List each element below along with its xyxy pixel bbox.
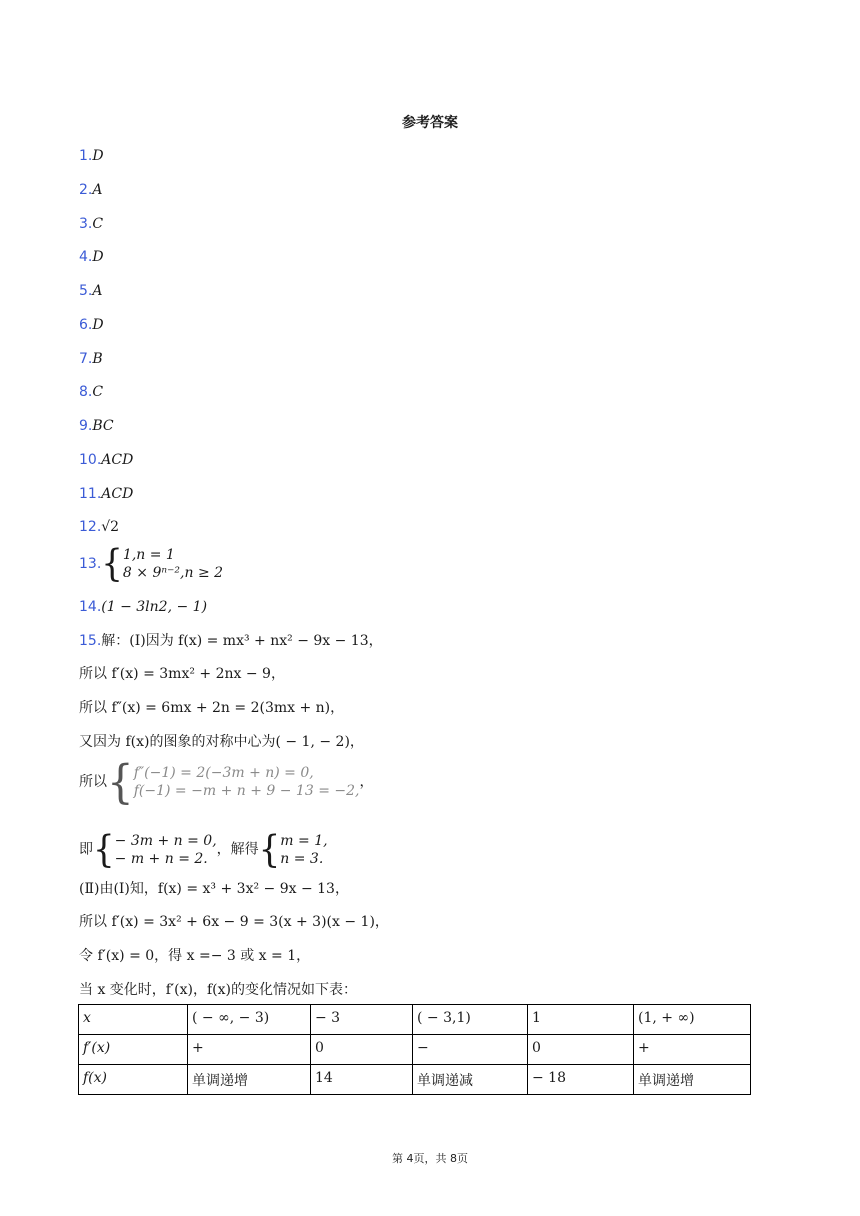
table-cell: 14 bbox=[311, 1065, 413, 1095]
answer-number: 10. bbox=[79, 452, 102, 468]
case-line: 8 × 9ⁿ⁻²,n ≥ 2 bbox=[122, 565, 224, 581]
system-cases bbox=[134, 764, 360, 800]
solution-line: 所以 f″(x) = 6mx + 2n = 2(3mx + n)， bbox=[79, 700, 345, 716]
table-row bbox=[79, 1005, 751, 1035]
answer-item bbox=[79, 450, 133, 470]
answer-text: (1 − 3ln2, − 1) bbox=[101, 599, 208, 615]
case-line: − m + n = 2. bbox=[114, 851, 208, 867]
answer-number: 8. bbox=[79, 384, 93, 400]
solution-line: 所以 f′(x) = 3x² + 6x − 9 = 3(x + 3)(x − 1)， bbox=[79, 914, 389, 930]
answer-number: 12. bbox=[79, 519, 102, 535]
answer-number: 3. bbox=[79, 216, 93, 232]
brace-symbol: { bbox=[258, 828, 281, 872]
answer-number: 4. bbox=[79, 249, 93, 265]
case-line: n = 3. bbox=[280, 851, 324, 867]
answer-text: A bbox=[92, 182, 103, 198]
answer-number: 9. bbox=[79, 418, 93, 434]
answer-item-14 bbox=[79, 597, 207, 617]
page-title: 参考答案 bbox=[402, 115, 458, 131]
brace-symbol: { bbox=[107, 754, 134, 809]
table-cell: 0 bbox=[528, 1035, 634, 1065]
answer-text: ACD bbox=[101, 486, 134, 502]
solution-system-2 bbox=[79, 828, 328, 872]
answer-number: 5. bbox=[79, 283, 93, 299]
case-line: f(−1) = −m + n + 9 − 13 = −2, bbox=[133, 783, 360, 799]
solution-line: (Ⅱ)由(Ⅰ)知，f(x) = x³ + 3x² − 9x − 13， bbox=[79, 881, 349, 897]
solution-line bbox=[79, 631, 383, 651]
answer-text: C bbox=[92, 384, 104, 400]
answer-item bbox=[79, 484, 133, 504]
answer-item bbox=[79, 382, 103, 402]
brace-symbol: { bbox=[101, 542, 123, 586]
answer-item bbox=[79, 281, 102, 301]
answer-number: 14. bbox=[79, 599, 102, 615]
answer-number: 11. bbox=[79, 486, 102, 502]
solution-line: 又因为 f(x)的图象的对称中心为( − 1, − 2)， bbox=[79, 734, 364, 750]
system-cases bbox=[115, 832, 217, 868]
solution-text: 所以 bbox=[79, 774, 107, 790]
table-cell: f(x) bbox=[79, 1065, 188, 1095]
answer-number: 15. bbox=[79, 633, 102, 649]
answer-text: D bbox=[92, 148, 104, 164]
table-cell: ( − 3,1) bbox=[413, 1005, 528, 1035]
answer-item bbox=[79, 180, 102, 200]
answer-item bbox=[79, 247, 104, 267]
answer-number: 13. bbox=[79, 556, 102, 572]
piecewise-cases bbox=[123, 546, 223, 582]
solution-line: 令 f′(x) = 0，得 x =− 3 或 x = 1， bbox=[79, 948, 311, 964]
case-line: − 3m + n = 0, bbox=[114, 833, 217, 849]
table-cell: 单调递减 bbox=[413, 1065, 528, 1095]
table-cell: + bbox=[634, 1035, 751, 1065]
table-cell: − 18 bbox=[528, 1065, 634, 1095]
brace-symbol: { bbox=[93, 828, 115, 872]
answer-item bbox=[79, 349, 103, 369]
answer-text: D bbox=[92, 317, 104, 333]
answer-item bbox=[79, 416, 114, 436]
system-cases bbox=[280, 832, 327, 868]
answer-number: 2. bbox=[79, 182, 93, 198]
answer-item bbox=[79, 315, 104, 335]
solution-text: 即 bbox=[79, 841, 93, 858]
table-cell: 0 bbox=[311, 1035, 413, 1065]
table-cell: 1 bbox=[528, 1005, 634, 1035]
table-cell: − bbox=[413, 1035, 528, 1065]
table-cell: + bbox=[188, 1035, 311, 1065]
case-line: m = 1, bbox=[280, 833, 328, 849]
answer-item bbox=[79, 146, 104, 166]
page-footer: 第 4页，共 8页 bbox=[392, 1152, 468, 1165]
answer-item bbox=[79, 517, 119, 537]
answer-number: 1. bbox=[79, 148, 93, 164]
answer-text: D bbox=[92, 249, 104, 265]
solution-text: 解：(Ⅰ)因为 f(x) = mx³ + nx² − 9x − 13， bbox=[101, 633, 383, 649]
answer-text: C bbox=[92, 216, 104, 232]
table-row bbox=[79, 1065, 751, 1095]
answer-item bbox=[79, 214, 103, 234]
case-line: 1,n = 1 bbox=[122, 547, 175, 563]
solution-line: 所以 f′(x) = 3mx² + 2nx − 9， bbox=[79, 666, 285, 682]
solution-line: 当 x 变化时，f′(x)，f(x)的变化情况如下表： bbox=[79, 982, 357, 998]
answer-text: A bbox=[92, 283, 103, 299]
answer-text: ACD bbox=[101, 452, 134, 468]
table-cell: 单调递增 bbox=[634, 1065, 751, 1095]
answer-number: 6. bbox=[79, 317, 93, 333]
answer-text: B bbox=[92, 351, 103, 367]
table-cell: x bbox=[79, 1005, 188, 1035]
variation-table bbox=[78, 1004, 751, 1095]
answer-text: BC bbox=[92, 418, 114, 434]
table-cell: − 3 bbox=[311, 1005, 413, 1035]
solution-text: ，解得 bbox=[216, 841, 259, 858]
table-cell: 单调递增 bbox=[188, 1065, 311, 1095]
table-cell: ( − ∞, − 3) bbox=[188, 1005, 311, 1035]
table-cell: (1, + ∞) bbox=[634, 1005, 751, 1035]
table-row bbox=[79, 1035, 751, 1065]
answer-text: √2 bbox=[101, 519, 120, 535]
solution-text: ， bbox=[359, 774, 374, 790]
solution-system-1 bbox=[79, 754, 374, 809]
table-cell: f′(x) bbox=[79, 1035, 188, 1065]
answer-item-13 bbox=[79, 542, 224, 586]
case-line: f″(−1) = 2(−3m + n) = 0, bbox=[133, 765, 314, 781]
answer-number: 7. bbox=[79, 351, 93, 367]
